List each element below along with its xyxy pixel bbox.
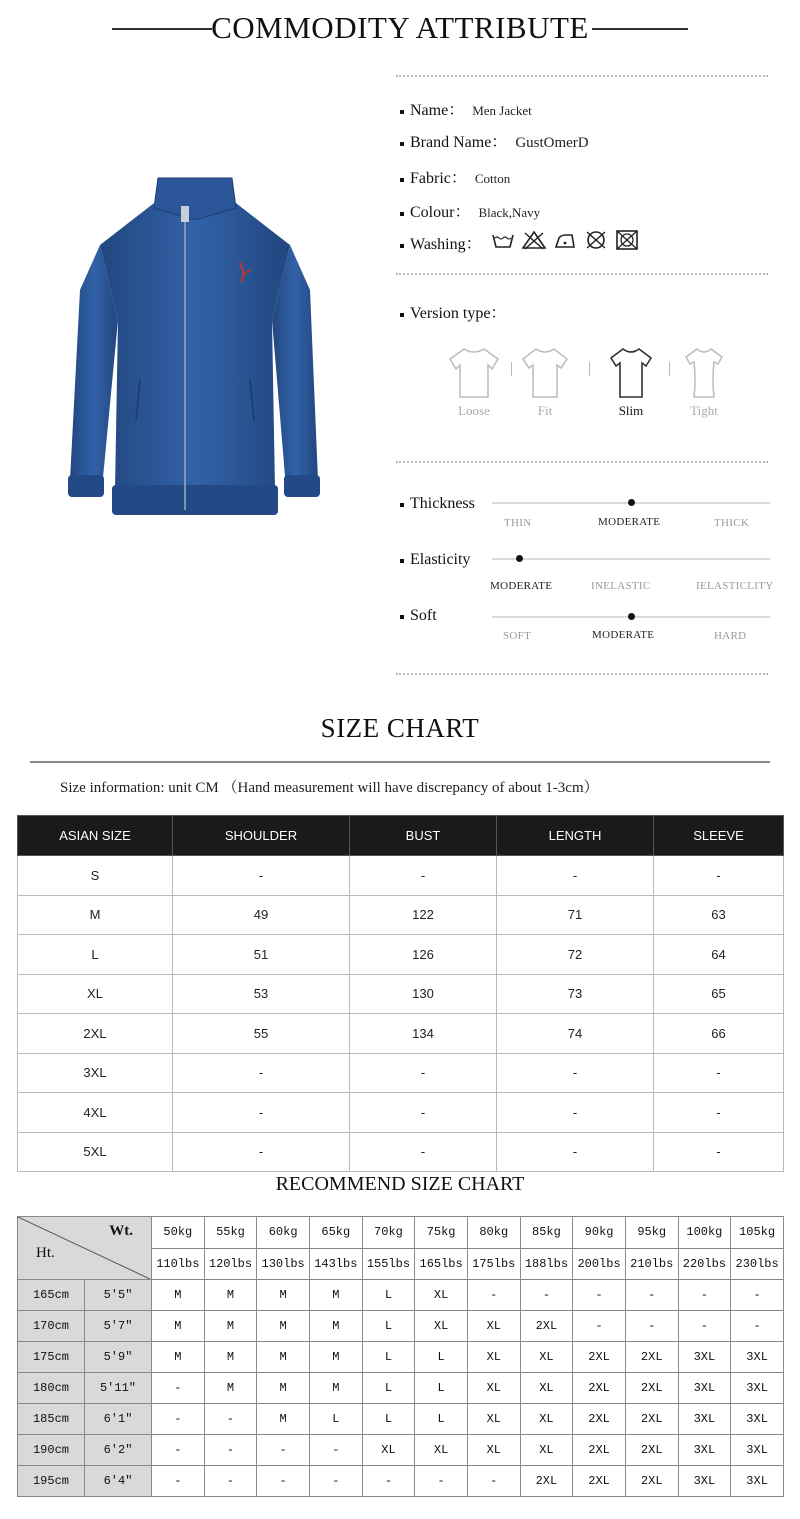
recommend-size-cell: M <box>257 1342 310 1373</box>
recommend-size-cell: - <box>152 1466 205 1497</box>
height-cm-cell: 165cm <box>18 1280 85 1311</box>
recommend-size-cell: - <box>152 1404 205 1435</box>
recommend-size-cell: M <box>309 1311 362 1342</box>
height-ft-cell: 6'2" <box>85 1435 152 1466</box>
recommend-size-cell: - <box>152 1435 205 1466</box>
recommend-size-cell: XL <box>415 1280 468 1311</box>
col-length: LENGTH <box>497 816 654 856</box>
weight-lbs-header: 175lbs <box>467 1248 520 1280</box>
recommend-size-cell: M <box>204 1373 257 1404</box>
recommend-size-cell: 3XL <box>731 1404 784 1435</box>
weight-lbs-header: 143lbs <box>309 1248 362 1280</box>
recommend-size-cell: 3XL <box>678 1342 731 1373</box>
recommend-size-cell: 2XL <box>625 1435 678 1466</box>
table-cell: 2XL <box>18 1014 173 1054</box>
table-cell: 63 <box>654 895 784 935</box>
recommend-size-cell: - <box>573 1280 626 1311</box>
recommend-size-cell: 3XL <box>678 1404 731 1435</box>
recommend-size-cell: 2XL <box>625 1342 678 1373</box>
recommend-size-cell: - <box>309 1435 362 1466</box>
recommend-size-cell: XL <box>415 1311 468 1342</box>
recommend-size-cell: L <box>362 1280 415 1311</box>
recommend-size-cell: L <box>362 1373 415 1404</box>
bullet-icon <box>400 503 404 507</box>
recommend-size-cell: L <box>415 1342 468 1373</box>
table-cell: - <box>173 856 350 896</box>
tshirt-icon <box>448 345 500 401</box>
recommend-size-cell: - <box>467 1466 520 1497</box>
table-cell: 53 <box>173 974 350 1014</box>
recommend-size-cell: - <box>678 1280 731 1311</box>
table-cell: 122 <box>350 895 497 935</box>
table-cell: - <box>350 1093 497 1133</box>
recommend-size-cell: M <box>309 1373 362 1404</box>
tshirt-icon <box>605 345 657 401</box>
weight-lbs-header: 165lbs <box>415 1248 468 1280</box>
weight-kg-header: 85kg <box>520 1217 573 1249</box>
recommend-row <box>18 1435 784 1466</box>
weight-kg-header: 95kg <box>625 1217 678 1249</box>
table-cell: 134 <box>350 1014 497 1054</box>
size-table <box>17 815 784 1172</box>
recommend-size-cell: M <box>204 1311 257 1342</box>
table-cell: - <box>173 1053 350 1093</box>
table-cell: - <box>497 856 654 896</box>
table-cell: - <box>654 1093 784 1133</box>
soft-option-soft: SOFT <box>503 630 532 642</box>
size-chart-title: SIZE CHART <box>320 713 480 743</box>
recommend-size-cell: M <box>257 1280 310 1311</box>
bullet-icon <box>400 178 404 182</box>
recommend-size-cell: XL <box>362 1435 415 1466</box>
weight-lbs-header: 188lbs <box>520 1248 573 1280</box>
recommend-size-cell: XL <box>467 1435 520 1466</box>
no-bleach-icon <box>521 229 547 251</box>
soft-option-moderate: MODERATE <box>592 629 655 641</box>
height-cm-cell: 180cm <box>18 1373 85 1404</box>
recommend-size-cell: XL <box>415 1435 468 1466</box>
table-row <box>18 1053 784 1093</box>
bullet-icon <box>400 313 404 317</box>
recommend-size-cell: 3XL <box>731 1342 784 1373</box>
recommend-size-cell: - <box>204 1435 257 1466</box>
wash-tub-icon <box>490 229 516 251</box>
recommend-size-cell: XL <box>520 1435 573 1466</box>
weight-kg-header: 55kg <box>204 1217 257 1249</box>
recommend-size-cell: XL <box>467 1373 520 1404</box>
recommend-row <box>18 1311 784 1342</box>
table-cell: - <box>350 1132 497 1172</box>
recommend-size-cell: - <box>625 1280 678 1311</box>
recommend-size-cell: L <box>309 1404 362 1435</box>
weight-kg-header: 60kg <box>257 1217 310 1249</box>
bullet-icon <box>400 615 404 619</box>
jacket-illustration <box>60 170 330 525</box>
attr-brand: Brand Name： GustOmerD <box>400 129 589 152</box>
thickness-option-thin: THIN <box>504 517 532 529</box>
recommend-size-cell: 2XL <box>520 1311 573 1342</box>
table-cell: 5XL <box>18 1132 173 1172</box>
table-row <box>18 1132 784 1172</box>
table-row <box>18 1093 784 1133</box>
table-cell: 55 <box>173 1014 350 1054</box>
recommend-size-cell: - <box>257 1466 310 1497</box>
size-info-text: Size information: unit CM （Hand measurement will have discrepancy of about 1-3cm） <box>60 780 599 796</box>
elasticity-option-inelastic: INELASTIC <box>591 580 651 592</box>
recommend-size-cell: M <box>152 1280 205 1311</box>
washing-icons <box>490 229 640 251</box>
elasticity-slider-track <box>492 558 770 560</box>
version-option-fit[interactable]: Fit <box>510 345 580 419</box>
recommend-size-cell: - <box>573 1311 626 1342</box>
weight-lbs-header: 110lbs <box>152 1248 205 1280</box>
soft-option-hard: HARD <box>714 630 747 642</box>
table-cell: - <box>350 856 497 896</box>
recommend-size-cell: 2XL <box>520 1466 573 1497</box>
bullet-icon <box>400 110 404 114</box>
version-option-slim[interactable]: Slim <box>596 345 666 419</box>
table-cell: 3XL <box>18 1053 173 1093</box>
no-tumble-dry-icon <box>614 229 640 251</box>
recommend-size-cell: 3XL <box>678 1373 731 1404</box>
weight-kg-header: 70kg <box>362 1217 415 1249</box>
version-option-loose[interactable]: Loose <box>439 345 509 419</box>
recommend-table <box>17 1216 784 1497</box>
tshirt-icon <box>519 345 571 401</box>
recommend-size-cell: 2XL <box>573 1404 626 1435</box>
recommend-title: RECOMMEND SIZE CHART <box>275 1173 525 1195</box>
table-cell: - <box>350 1053 497 1093</box>
weight-lbs-header: 200lbs <box>573 1248 626 1280</box>
recommend-size-cell: - <box>204 1466 257 1497</box>
recommend-size-cell: XL <box>520 1373 573 1404</box>
recommend-size-cell: XL <box>467 1342 520 1373</box>
recommend-size-cell: - <box>625 1311 678 1342</box>
table-row <box>18 856 784 896</box>
table-row <box>18 974 784 1014</box>
height-cm-cell: 195cm <box>18 1466 85 1497</box>
bullet-icon <box>400 212 404 216</box>
table-cell: 49 <box>173 895 350 935</box>
recommend-size-cell: - <box>204 1404 257 1435</box>
attr-name: Name： Men Jacket <box>400 97 532 120</box>
table-cell: 4XL <box>18 1093 173 1133</box>
recommend-size-cell: - <box>257 1435 310 1466</box>
table-row <box>18 935 784 975</box>
weight-lbs-header: 220lbs <box>678 1248 731 1280</box>
bullet-icon <box>400 142 404 146</box>
page-title: COMMODITY ATTRIBUTE <box>211 10 589 45</box>
recommend-size-cell: L <box>415 1373 468 1404</box>
tshirt-icon <box>678 345 730 401</box>
recommend-size-cell: 2XL <box>625 1466 678 1497</box>
recommend-size-cell: 2XL <box>573 1435 626 1466</box>
recommend-row <box>18 1466 784 1497</box>
separator <box>589 362 590 376</box>
table-cell: - <box>654 1132 784 1172</box>
table-row <box>18 895 784 935</box>
recommend-size-cell: - <box>467 1280 520 1311</box>
recommend-size-cell: 2XL <box>573 1342 626 1373</box>
recommend-size-cell: 2XL <box>625 1373 678 1404</box>
elasticity-option-moderate: MODERATE <box>490 580 553 592</box>
table-cell: 65 <box>654 974 784 1014</box>
elasticity-option-ielasticlity: IELASTICLITY <box>696 580 774 592</box>
recommend-size-cell: - <box>415 1466 468 1497</box>
recommend-size-cell: M <box>309 1342 362 1373</box>
recommend-size-cell: M <box>204 1280 257 1311</box>
recommend-size-cell: 3XL <box>731 1435 784 1466</box>
table-cell: 64 <box>654 935 784 975</box>
height-ft-cell: 5'5" <box>85 1280 152 1311</box>
recommend-size-cell: M <box>257 1311 310 1342</box>
wt-label: Wt. <box>109 1223 133 1239</box>
table-cell: 74 <box>497 1014 654 1054</box>
divider <box>396 75 768 77</box>
recommend-corner <box>18 1217 152 1280</box>
recommend-row <box>18 1373 784 1404</box>
recommend-size-cell: XL <box>467 1311 520 1342</box>
height-cm-cell: 185cm <box>18 1404 85 1435</box>
table-cell: 126 <box>350 935 497 975</box>
recommend-size-cell: 2XL <box>573 1466 626 1497</box>
height-ft-cell: 6'1" <box>85 1404 152 1435</box>
bullet-icon <box>400 559 404 563</box>
recommend-size-cell: XL <box>520 1404 573 1435</box>
recommend-size-cell: M <box>152 1342 205 1373</box>
recommend-row <box>18 1280 784 1311</box>
col-shoulder: SHOULDER <box>173 816 350 856</box>
attr-fabric: Fabric： Cotton <box>400 165 510 188</box>
height-ft-cell: 5'11" <box>85 1373 152 1404</box>
thickness-option-thick: THICK <box>714 517 750 529</box>
thickness-label: Thickness <box>400 495 475 513</box>
table-cell: 130 <box>350 974 497 1014</box>
recommend-size-cell: - <box>362 1466 415 1497</box>
col-asian-size: ASIAN SIZE <box>18 816 173 856</box>
recommend-size-cell: L <box>362 1404 415 1435</box>
divider <box>396 673 768 675</box>
table-cell: S <box>18 856 173 896</box>
weight-lbs-header: 130lbs <box>257 1248 310 1280</box>
table-cell: M <box>18 895 173 935</box>
height-ft-cell: 5'9" <box>85 1342 152 1373</box>
recommend-kg-row <box>18 1217 784 1249</box>
weight-kg-header: 100kg <box>678 1217 731 1249</box>
recommend-row <box>18 1342 784 1373</box>
recommend-size-cell: - <box>309 1466 362 1497</box>
table-cell: 72 <box>497 935 654 975</box>
ht-label: Ht. <box>36 1245 55 1261</box>
weight-kg-header: 105kg <box>731 1217 784 1249</box>
table-cell: - <box>497 1053 654 1093</box>
recommend-size-cell: M <box>257 1373 310 1404</box>
table-cell: - <box>654 856 784 896</box>
table-cell: XL <box>18 974 173 1014</box>
no-dryclean-icon <box>583 229 609 251</box>
recommend-size-cell: XL <box>467 1404 520 1435</box>
bullet-icon <box>400 244 404 248</box>
elasticity-slider-knob <box>516 555 523 562</box>
weight-lbs-header: 120lbs <box>204 1248 257 1280</box>
weight-kg-header: 75kg <box>415 1217 468 1249</box>
table-cell: 73 <box>497 974 654 1014</box>
weight-kg-header: 80kg <box>467 1217 520 1249</box>
col-sleeve: SLEEVE <box>654 816 784 856</box>
col-bust: BUST <box>350 816 497 856</box>
thickness-option-moderate: MODERATE <box>598 516 661 528</box>
table-cell: 66 <box>654 1014 784 1054</box>
table-cell: - <box>497 1093 654 1133</box>
recommend-size-cell: - <box>520 1280 573 1311</box>
recommend-size-cell: - <box>731 1280 784 1311</box>
thickness-slider-knob <box>628 499 635 506</box>
size-chart-line <box>30 761 770 763</box>
weight-kg-header: 90kg <box>573 1217 626 1249</box>
weight-kg-header: 50kg <box>152 1217 205 1249</box>
weight-lbs-header: 155lbs <box>362 1248 415 1280</box>
soft-slider-knob <box>628 613 635 620</box>
recommend-size-cell: - <box>678 1311 731 1342</box>
table-cell: 71 <box>497 895 654 935</box>
attr-colour: Colour： Black,Navy <box>400 199 540 222</box>
table-row <box>18 1014 784 1054</box>
version-type-label: Version type： <box>400 300 506 323</box>
product-image <box>60 170 330 525</box>
weight-lbs-header: 230lbs <box>731 1248 784 1280</box>
height-cm-cell: 190cm <box>18 1435 85 1466</box>
recommend-size-cell: XL <box>520 1342 573 1373</box>
size-table-header <box>18 816 784 856</box>
recommend-size-cell: 2XL <box>573 1373 626 1404</box>
iron-icon <box>552 229 578 251</box>
recommend-size-cell: - <box>731 1311 784 1342</box>
version-option-tight[interactable]: Tight <box>669 345 739 419</box>
recommend-size-cell: M <box>204 1342 257 1373</box>
height-ft-cell: 6'4" <box>85 1466 152 1497</box>
height-cm-cell: 170cm <box>18 1311 85 1342</box>
recommend-size-cell: 3XL <box>678 1435 731 1466</box>
recommend-size-cell: 3XL <box>678 1466 731 1497</box>
recommend-size-cell: M <box>257 1404 310 1435</box>
recommend-size-cell: 2XL <box>625 1404 678 1435</box>
weight-kg-header: 65kg <box>309 1217 362 1249</box>
table-cell: - <box>497 1132 654 1172</box>
table-cell: - <box>173 1132 350 1172</box>
recommend-size-cell: L <box>362 1311 415 1342</box>
recommend-size-cell: L <box>415 1404 468 1435</box>
recommend-size-cell: M <box>152 1311 205 1342</box>
recommend-size-cell: M <box>309 1280 362 1311</box>
height-ft-cell: 5'7" <box>85 1311 152 1342</box>
table-cell: - <box>654 1053 784 1093</box>
recommend-size-cell: 3XL <box>731 1466 784 1497</box>
table-cell: 51 <box>173 935 350 975</box>
divider <box>396 273 768 275</box>
attr-washing: Washing： <box>400 231 482 254</box>
recommend-row <box>18 1404 784 1435</box>
recommend-size-cell: - <box>152 1373 205 1404</box>
divider <box>396 461 768 463</box>
weight-lbs-header: 210lbs <box>625 1248 678 1280</box>
elasticity-label: Elasticity <box>400 551 470 569</box>
table-cell: - <box>173 1093 350 1133</box>
recommend-size-cell: 3XL <box>731 1373 784 1404</box>
table-cell: L <box>18 935 173 975</box>
height-cm-cell: 175cm <box>18 1342 85 1373</box>
soft-label: Soft <box>400 607 437 625</box>
recommend-size-cell: L <box>362 1342 415 1373</box>
